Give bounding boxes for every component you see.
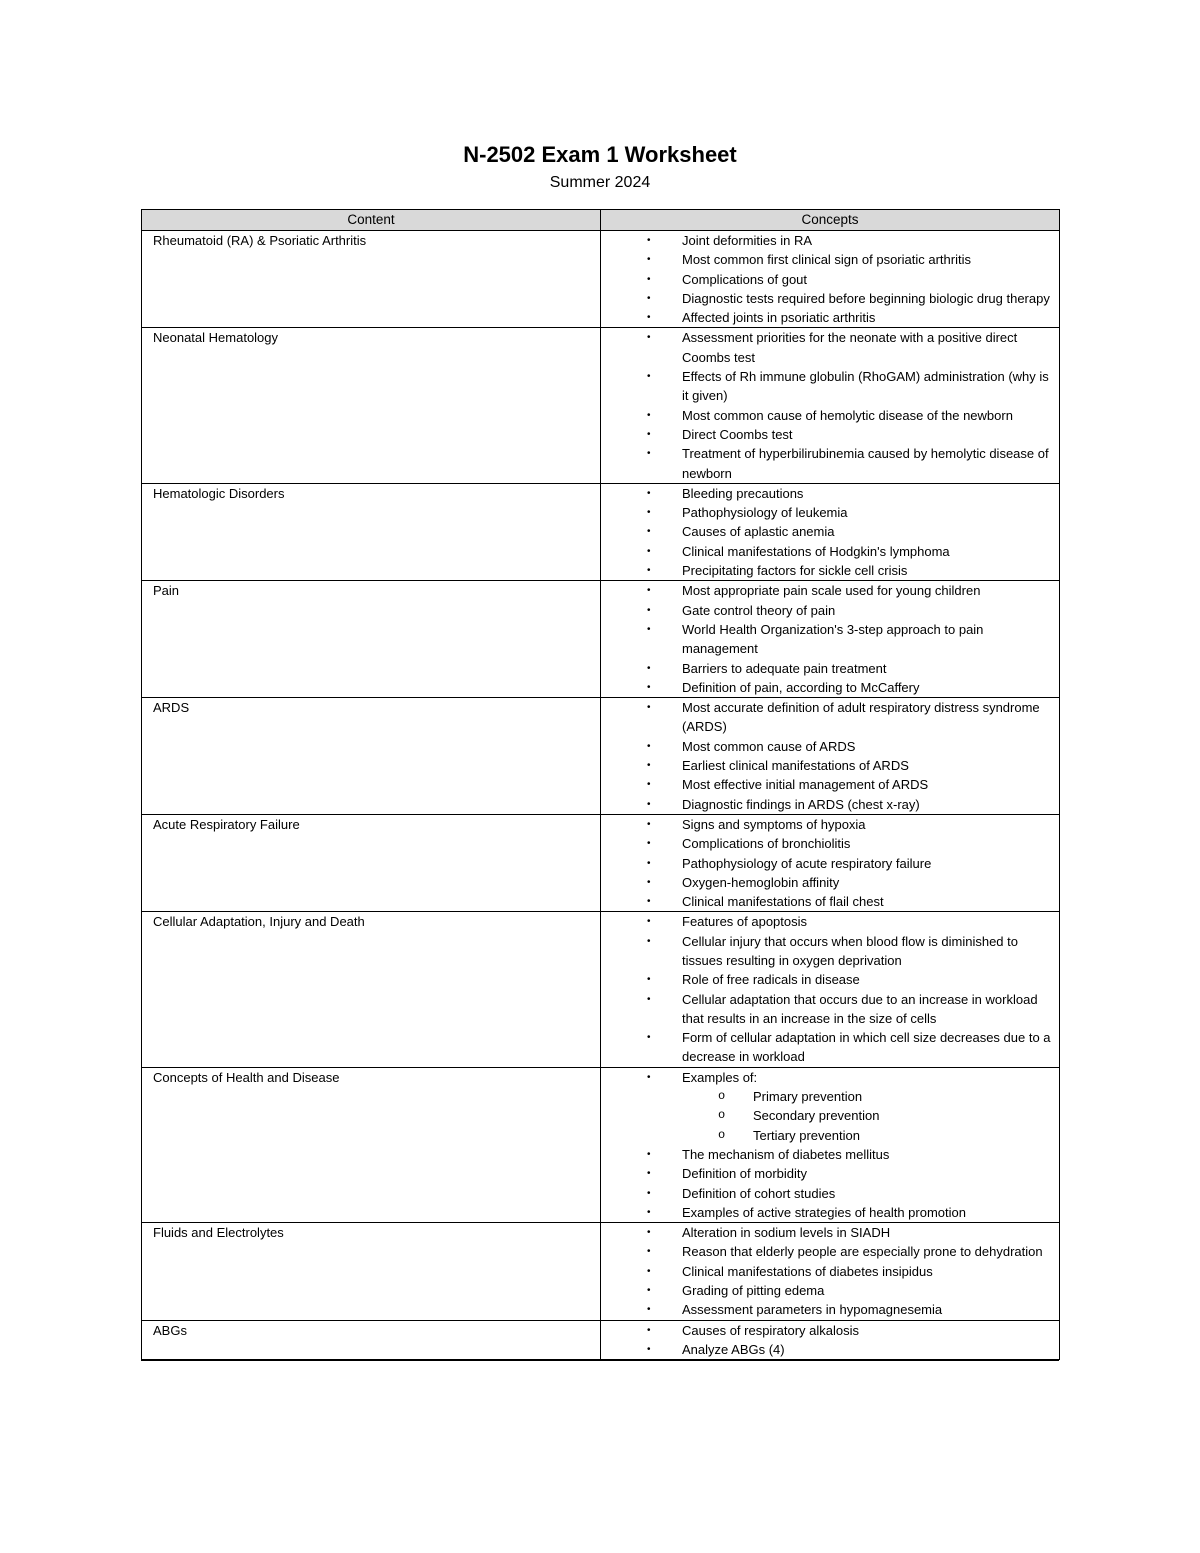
table-row: [142, 581, 1060, 698]
list-item: [601, 289, 1059, 308]
concept-text: Clinical manifestations of Hodgkin's lymphoma: [682, 543, 950, 559]
list-item: [601, 484, 1059, 503]
concept-text: Most accurate definition of adult respiratory distress syndrome (ARDS): [682, 700, 1040, 735]
concept-text: Cellular adaptation that occurs due to an increase in workload that results in an increase in the size of cells: [682, 991, 1038, 1026]
list-item: [601, 1145, 1059, 1164]
list-item: [601, 990, 1059, 1029]
concepts-cell: [601, 912, 1060, 1067]
bullet-icon: •: [647, 818, 651, 830]
concept-text: Examples of:: [682, 1069, 758, 1085]
sub-list-item: [682, 1126, 1051, 1145]
concept-list: [601, 912, 1059, 1066]
bullet-icon: •: [647, 1187, 651, 1199]
bullet-icon: •: [647, 702, 651, 714]
bullet-icon: •: [647, 916, 651, 928]
concept-text: Assessment priorities for the neonate with a positive direct Coombs test: [682, 330, 1018, 365]
concepts-cell: [601, 814, 1060, 911]
list-item: [601, 1184, 1059, 1203]
page-title: N-2502 Exam 1 Worksheet: [463, 142, 737, 167]
sub-concept-text: Primary prevention: [753, 1089, 863, 1105]
bullet-icon: •: [647, 974, 651, 986]
concepts-cell: [601, 328, 1060, 483]
concept-text: Analyze ABGs (4): [682, 1341, 785, 1357]
list-item: [601, 1223, 1059, 1242]
concept-text: The mechanism of diabetes mellitus: [682, 1146, 890, 1162]
bullet-icon: •: [647, 935, 651, 947]
sub-list-item: [682, 1087, 1051, 1106]
concept-text: Earliest clinical manifestations of ARDS: [682, 758, 909, 774]
table-row: [142, 814, 1060, 911]
bullet-icon: •: [647, 896, 651, 908]
concept-text: Alteration in sodium levels in SIADH: [682, 1225, 891, 1241]
table-row: [142, 328, 1060, 483]
table-row: [142, 912, 1060, 1067]
content-cell: Neonatal Hematology: [142, 328, 601, 483]
table-row: [142, 483, 1060, 580]
bullet-icon: •: [647, 993, 651, 1005]
table-row: [142, 1067, 1060, 1222]
list-item: [601, 1068, 1059, 1145]
bullet-icon: •: [647, 857, 651, 869]
list-item: [601, 1300, 1059, 1319]
bullet-icon: •: [647, 623, 651, 635]
bullet-icon: •: [647, 1168, 651, 1180]
concept-text: Joint deformities in RA: [682, 233, 813, 248]
list-item: [601, 561, 1059, 580]
list-item: [601, 815, 1059, 834]
concept-list: [601, 328, 1059, 482]
bullet-icon: •: [647, 1265, 651, 1277]
table-row: [142, 1320, 1060, 1360]
concept-text: Examples of active strategies of health promotion: [682, 1204, 966, 1220]
concept-list: [601, 1321, 1059, 1360]
list-item: [601, 1164, 1059, 1183]
concept-text: Precipitating factors for sickle cell crisis: [682, 563, 908, 579]
table-row: [142, 1223, 1060, 1320]
content-cell: Cellular Adaptation, Injury and Death: [142, 912, 601, 1067]
list-item: [601, 795, 1059, 814]
concept-list: [601, 815, 1059, 911]
content-cell: ABGs: [142, 1320, 601, 1360]
bullet-icon: •: [647, 1148, 651, 1160]
concept-text: Causes of aplastic anemia: [682, 524, 835, 540]
concepts-column-header: Concepts: [601, 210, 1060, 231]
concept-list: [601, 581, 1059, 697]
concept-list: [601, 1223, 1059, 1319]
bullet-icon: •: [647, 507, 651, 519]
table-bottom-rule: [141, 1359, 1059, 1361]
bullet-icon: •: [647, 1324, 651, 1336]
bullet-icon: •: [647, 779, 651, 791]
circle-bullet-icon: o: [718, 1127, 726, 1142]
circle-bullet-icon: o: [718, 1089, 726, 1104]
bullet-icon: •: [647, 545, 651, 557]
sub-list: [682, 1087, 1051, 1145]
concept-text: World Health Organization's 3-step approach to pain management: [682, 621, 984, 657]
concept-text: Signs and symptoms of hypoxia: [682, 816, 866, 832]
concepts-cell: [601, 231, 1060, 328]
list-item: [601, 522, 1059, 541]
concepts-cell: [601, 698, 1060, 815]
bullet-icon: •: [647, 448, 651, 460]
bullet-icon: •: [647, 254, 651, 266]
list-item: [601, 1281, 1059, 1300]
bullet-icon: •: [647, 1206, 651, 1218]
bullet-icon: •: [647, 332, 651, 344]
concept-text: Barriers to adequate pain treatment: [682, 660, 887, 676]
list-item: [601, 444, 1059, 483]
sub-list-item: [682, 1106, 1051, 1125]
bullet-icon: •: [647, 681, 651, 693]
concept-text: Gate control theory of pain: [682, 602, 836, 618]
list-item: [601, 873, 1059, 892]
concepts-cell: [601, 1223, 1060, 1320]
concept-text: Oxygen-hemoglobin affinity: [682, 874, 840, 890]
concept-text: Most common first clinical sign of psoriatic arthritis: [682, 252, 971, 268]
list-item: [601, 912, 1059, 931]
list-item: [601, 328, 1059, 367]
bullet-icon: •: [647, 760, 651, 772]
page-subtitle: Summer 2024: [549, 174, 651, 191]
content-cell: Pain: [142, 581, 601, 698]
concept-text: Causes of respiratory alkalosis: [682, 1322, 860, 1338]
list-item: [601, 270, 1059, 289]
bullet-icon: •: [647, 1285, 651, 1297]
concept-text: Most appropriate pain scale used for young children: [682, 583, 981, 599]
bullet-icon: •: [647, 273, 651, 285]
concept-text: Form of cellular adaptation in which cell size decreases due to a decrease in workload: [682, 1030, 1051, 1065]
list-item: [601, 756, 1059, 775]
list-item: [601, 620, 1059, 659]
list-item: [601, 1321, 1059, 1340]
bullet-icon: •: [647, 235, 651, 246]
bullet-icon: •: [647, 312, 651, 324]
bullet-icon: •: [647, 838, 651, 850]
concept-text: Reason that elderly people are especially prone to dehydration: [682, 1244, 1043, 1260]
concept-text: Diagnostic findings in ARDS (chest x-ray): [682, 796, 920, 812]
content-cell: Hematologic Disorders: [142, 483, 601, 580]
concept-text: Treatment of hyperbilirubinemia caused by hemolytic disease of newborn: [682, 446, 1049, 481]
concept-text: Cellular injury that occurs when blood flow is diminished to tissues resulting in oxygen deprivation: [682, 933, 1018, 968]
table-row: [142, 698, 1060, 815]
concept-text: Bleeding precautions: [682, 485, 804, 501]
content-cell: Fluids and Electrolytes: [142, 1223, 601, 1320]
bullet-icon: •: [647, 409, 651, 421]
concepts-cell: [601, 1067, 1060, 1222]
concept-text: Affected joints in psoriatic arthritis: [682, 310, 876, 326]
content-cell: Acute Respiratory Failure: [142, 814, 601, 911]
concept-text: Definition of morbidity: [682, 1166, 807, 1182]
list-item: [601, 542, 1059, 561]
concept-text: Complications of bronchiolitis: [682, 836, 851, 852]
list-item: [601, 678, 1059, 697]
list-item: [601, 581, 1059, 600]
list-item: [601, 406, 1059, 425]
table-row: [142, 231, 1060, 328]
bullet-icon: •: [647, 1246, 651, 1258]
bullet-icon: •: [647, 371, 651, 383]
bullet-icon: •: [647, 740, 651, 752]
bullet-icon: •: [647, 585, 651, 597]
list-item: [601, 601, 1059, 620]
list-item: [601, 367, 1059, 406]
content-cell: ARDS: [142, 698, 601, 815]
list-item: [601, 425, 1059, 444]
concept-text: Complications of gout: [682, 271, 808, 287]
bullet-icon: •: [647, 1071, 651, 1083]
list-item: [601, 231, 1059, 250]
concept-text: Direct Coombs test: [682, 426, 793, 442]
list-item: [601, 1242, 1059, 1261]
concepts-cell: [601, 1320, 1060, 1360]
list-item: [601, 834, 1059, 853]
bullet-icon: •: [647, 428, 651, 440]
content-cell: Concepts of Health and Disease: [142, 1067, 601, 1222]
concept-text: Pathophysiology of leukemia: [682, 505, 848, 521]
list-item: [601, 892, 1059, 911]
list-item: [601, 1262, 1059, 1281]
list-item: [601, 1028, 1059, 1067]
concept-text: Definition of pain, according to McCaffery: [682, 679, 920, 695]
content-cell: Rheumatoid (RA) & Psoriatic Arthritis: [142, 231, 601, 328]
list-item: [601, 932, 1059, 971]
list-item: [601, 308, 1059, 327]
bullet-icon: •: [647, 1343, 651, 1355]
list-item: [601, 698, 1059, 737]
concept-list: [601, 231, 1059, 327]
concept-list: [601, 484, 1059, 580]
sub-concept-text: Secondary prevention: [753, 1108, 880, 1124]
concept-text: Clinical manifestations of diabetes insipidus: [682, 1263, 933, 1279]
list-item: [601, 854, 1059, 873]
concept-text: Effects of Rh immune globulin (RhoGAM) administration (why is it given): [682, 369, 1049, 404]
concept-text: Diagnostic tests required before beginning biologic drug therapy: [682, 290, 1050, 306]
list-item: [601, 1203, 1059, 1222]
concept-text: Definition of cohort studies: [682, 1185, 836, 1201]
list-item: [601, 659, 1059, 678]
concepts-cell: [601, 581, 1060, 698]
bullet-icon: •: [647, 1227, 651, 1239]
table-header-row: [142, 210, 1060, 231]
concept-text: Pathophysiology of acute respiratory failure: [682, 855, 932, 871]
concept-list: [601, 698, 1059, 814]
bullet-icon: •: [647, 662, 651, 674]
list-item: [601, 1340, 1059, 1359]
worksheet-table: [141, 209, 1060, 1360]
bullet-icon: •: [647, 798, 651, 810]
bullet-icon: •: [647, 487, 651, 499]
concept-text: Most common cause of ARDS: [682, 738, 856, 754]
table-body: [142, 231, 1060, 1360]
bullet-icon: •: [647, 604, 651, 616]
concept-text: Most effective initial management of ARDS: [682, 777, 929, 793]
list-item: [601, 503, 1059, 522]
list-item: [601, 970, 1059, 989]
concept-text: Features of apoptosis: [682, 914, 808, 930]
concepts-cell: [601, 483, 1060, 580]
list-item: [601, 775, 1059, 794]
bullet-icon: •: [647, 1032, 651, 1044]
bullet-icon: •: [647, 292, 651, 304]
concept-text: Clinical manifestations of flail chest: [682, 894, 884, 910]
concept-text: Role of free radicals in disease: [682, 972, 860, 988]
list-item: [601, 737, 1059, 756]
concept-list: [601, 1068, 1059, 1222]
bullet-icon: •: [647, 1304, 651, 1316]
bullet-icon: •: [647, 526, 651, 538]
concept-text: Most common cause of hemolytic disease of the newborn: [682, 407, 1013, 423]
bullet-icon: •: [647, 565, 651, 577]
content-column-header: Content: [142, 210, 601, 231]
sub-concept-text: Tertiary prevention: [753, 1127, 860, 1143]
circle-bullet-icon: o: [718, 1108, 726, 1123]
concept-text: Assessment parameters in hypomagnesemia: [682, 1302, 943, 1318]
concept-text: Grading of pitting edema: [682, 1283, 825, 1299]
list-item: [601, 250, 1059, 269]
bullet-icon: •: [647, 876, 651, 888]
